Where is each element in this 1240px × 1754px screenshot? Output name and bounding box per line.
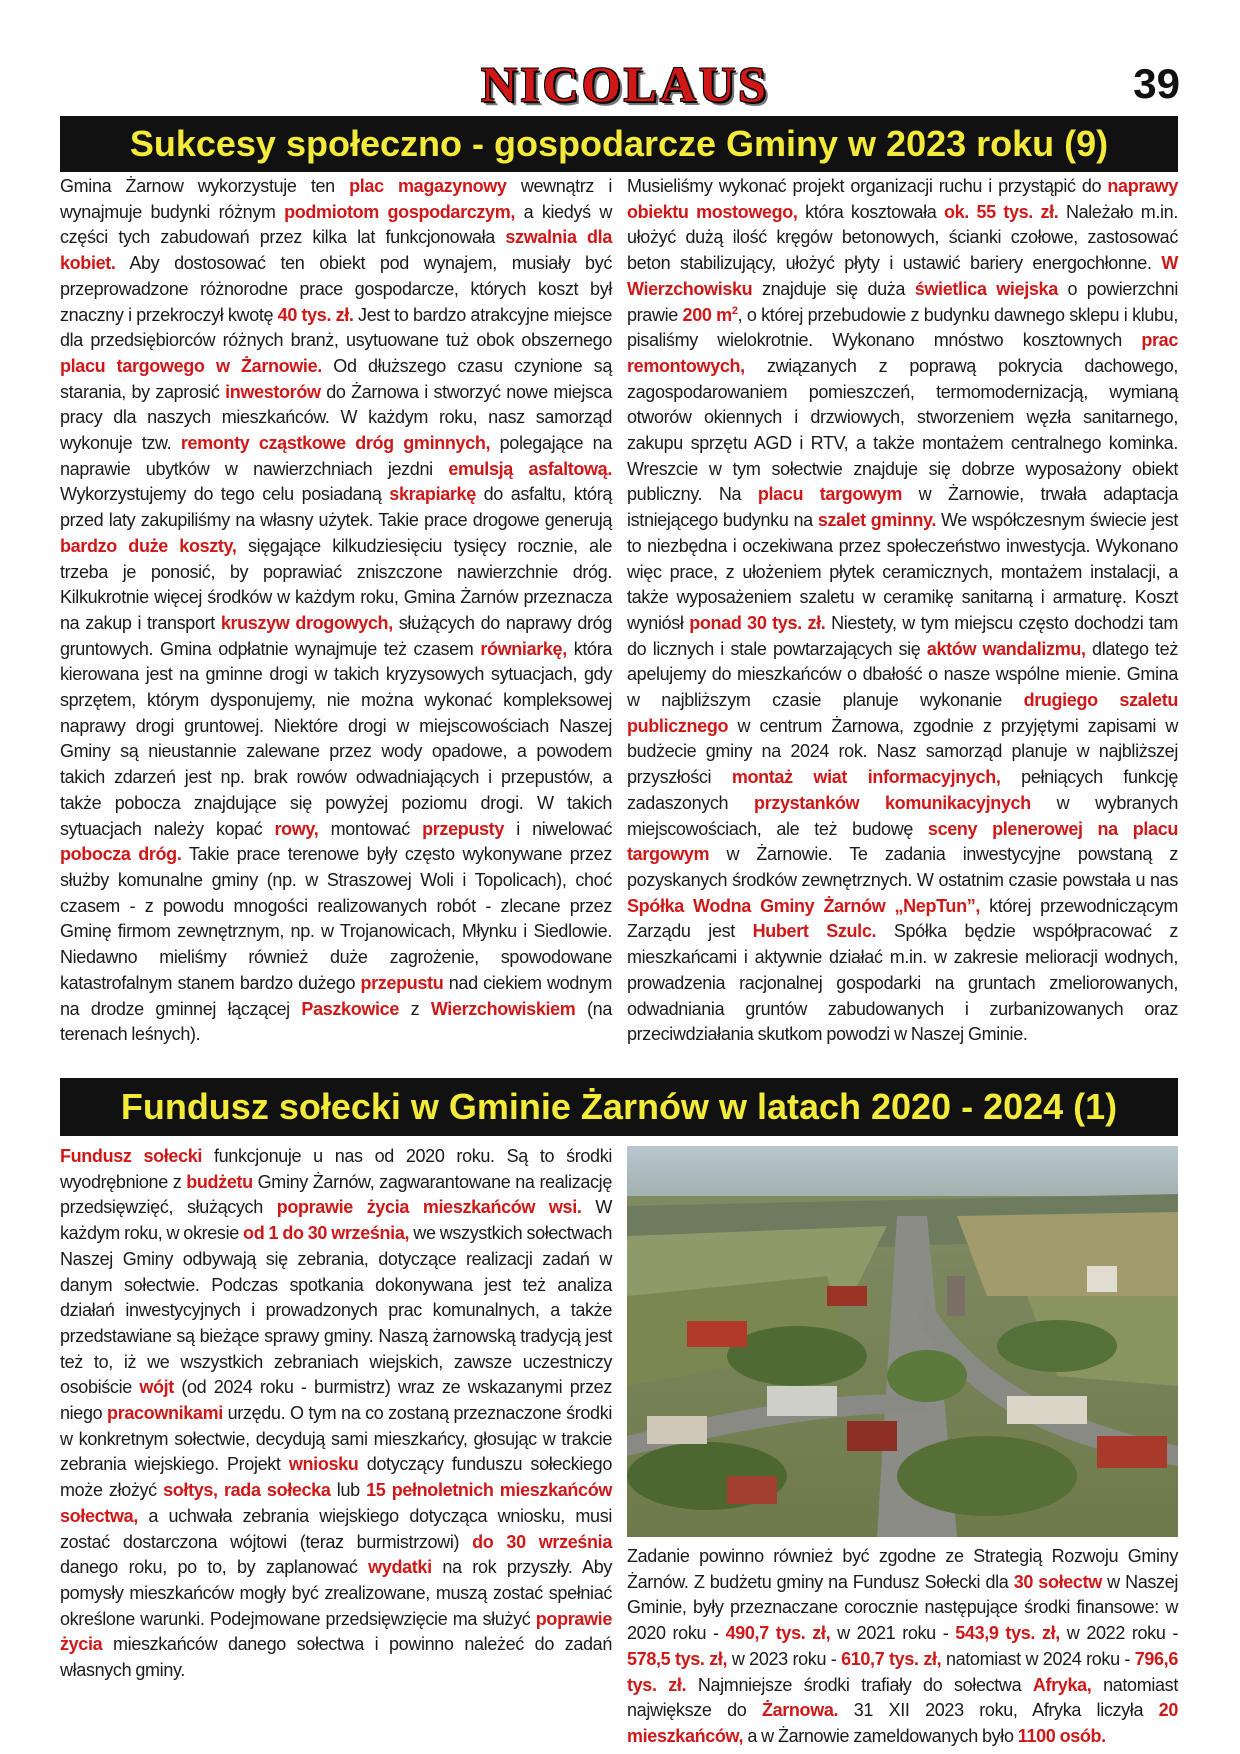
body-text: Aby dostosować ten obiekt pod wynajem, musiały być przeprowadzone różnorodne prace gospodarcze, których koszt był znaczny i przekroczył kwotę: [60, 253, 612, 325]
body-text: Gminy Żarnów, zagwarantowane na realizację przedsięwzięć, służących: [60, 1171, 612, 1218]
highlighted-text: remonty cząstkowe dróg gminnych,: [180, 433, 491, 454]
body-text: mieszkańców danego sołectwa i powinno należeć do zadań własnych gminy.: [60, 1634, 612, 1681]
highlighted-text: 40 tys. zł.: [277, 304, 354, 325]
body-text: montować: [318, 818, 423, 839]
section-title-bar: [60, 116, 1178, 172]
highlighted-text: rowy,: [274, 818, 319, 839]
body-text: a kiedyś w części tych zabudowań przez kilka lat funkcjonowała: [60, 201, 612, 248]
highlighted-text: 543,9 tys. zł,: [955, 1623, 1060, 1644]
highlighted-text: pracownikami: [107, 1403, 223, 1424]
body-text: natomiast największe do: [627, 1674, 1178, 1721]
highlighted-text: Paszkowice: [301, 998, 399, 1019]
body-text: W każdym roku, w okresie: [60, 1197, 612, 1244]
highlighted-text: 15 pełnoletnich mieszkańców sołectwa,: [60, 1480, 612, 1526]
highlighted-text: wójt: [139, 1377, 174, 1398]
highlighted-text: 610,7 tys. zł,: [841, 1648, 942, 1669]
highlighted-text: Żarnowa.: [761, 1700, 839, 1721]
aerial-village-photo-illustration: [627, 1146, 1178, 1537]
highlighted-text: świetlica wiejska: [914, 278, 1058, 299]
body-text: w 2021 roku -: [830, 1623, 956, 1644]
body-text: a uchwała zebrania wiejskiego dotycząca wniosku, musi zostać dostarczona wójtowi (teraz burmistrzowi): [60, 1505, 612, 1552]
body-text: w Naszej Gminie, były przeznaczane corocznie następujące środki finansowe: w 2020 roku -: [627, 1571, 1178, 1644]
highlighted-text: aktów wandalizmu,: [926, 638, 1086, 659]
section-title: Sukcesy społeczno - gospodarcze Gminy w 2023 roku (9): [129, 123, 1109, 164]
highlighted-text: 578,5 tys. zł,: [627, 1648, 728, 1669]
body-text: w Żarnowie. Te zadania inwestycyjne powstaną z pozyskanych środków zewnętrznych. W ostatnim czasie powstała u nas: [627, 844, 1178, 890]
highlighted-text: przepustu: [360, 972, 444, 993]
highlighted-text: 796,6 tys. zł.: [627, 1648, 1178, 1695]
highlighted-text: wniosku: [288, 1454, 359, 1475]
highlighted-text: 490,7 tys. zł,: [725, 1623, 831, 1644]
highlighted-text: szalet gminny.: [817, 510, 936, 531]
body-text: do Żarnowa i stworzyć nowe miejsca pracy dla naszych mieszkańców. W każdym roku, nasz samorząd wykonuje tzw.: [60, 381, 612, 454]
body-text: Musieliśmy wykonać projekt organizacji ruchu i przystąpić do: [627, 176, 1108, 196]
highlighted-text: ok. 55 tys. zł.: [944, 201, 1059, 222]
highlighted-text: bardzo duże koszty,: [60, 535, 237, 556]
highlighted-text: inwestorów: [225, 381, 321, 402]
body-text: Należało m.in. ułożyć dużą ilość kręgów betonowych, ścianki czołowe, zastosować beton stabilizujący, ułożyć płyty i ustawić bariery energochłonne.: [627, 201, 1178, 274]
body-text: nad ciekiem wodnym na drodze gminnej łączącej: [60, 972, 612, 1019]
highlighted-text: kruszyw drogowych,: [220, 612, 393, 633]
highlighted-text: placu targowym: [757, 484, 902, 505]
body-text: w 2022 roku -: [1059, 1623, 1179, 1644]
body-text: znajduje się duża: [752, 278, 915, 299]
article-column: [60, 174, 612, 1048]
highlighted-text: 1100 osób.: [1017, 1725, 1106, 1746]
article-column: [627, 1544, 1178, 1750]
section-title-bar: [60, 1078, 1178, 1136]
body-text: i niwelować: [504, 818, 613, 839]
body-text: danego roku, po to, by zaplanować: [60, 1557, 369, 1578]
highlighted-text: sołtys, rada sołecka: [163, 1480, 331, 1501]
masthead: [0, 56, 1240, 112]
highlighted-text: naprawy obiektu mostowego,: [627, 176, 1178, 222]
page-number: 39: [1133, 60, 1180, 107]
body-text: Takie prace terenowe były często wykonywane przez służby komunalne gminy (np. w Straszowej Woli i Topolicach), choć czasem - z powodu mnogości realizowanych robót - zlecane przez Gminę firmom zewnętrznym, np. w Trojanowicach, Młynku i Siedlowie. Niedawno mieliśmy również duże zagrożenie, spowodowane katastrofalnym stanem bardzo dużego: [60, 844, 612, 993]
highlighted-text: ponad 30 tys. zł.: [689, 612, 826, 633]
highlighted-text: Fundusz sołecki: [60, 1146, 203, 1166]
highlighted-text: drugiego szaletu publicznego: [627, 690, 1178, 736]
highlighted-text: skrapiarkę: [389, 484, 476, 505]
body-text: urzędu. O tym na co zostaną przeznaczone środki w konkretnym sołectwie, decydują sami mieszkańcy, głosując w trakcie zebrania wiejskiego. Projekt: [60, 1403, 613, 1475]
highlighted-text: poprawie życia mieszkańców wsi.: [276, 1197, 582, 1218]
body-text: do asfaltu, którą przed laty zakupiliśmy na własny użytek. Takie prace drogowe generują: [60, 484, 612, 531]
body-text: dotyczący funduszu sołeckiego może złożyć: [60, 1454, 612, 1501]
body-text: (na terenach leśnych).: [60, 998, 613, 1045]
body-text: pełniących funkcję zadaszonych: [627, 767, 1178, 813]
body-text: która kosztowała: [797, 201, 944, 222]
body-text: polegające na naprawie ubytków w nawierzchniach jezdni: [60, 433, 613, 479]
body-text: Gmina Żarnow wykorzystuje ten: [60, 176, 350, 196]
section-title: Fundusz sołecki w Gminie Żarnów w latach 2020 - 2024 (1): [120, 1086, 1118, 1127]
highlighted-text: do 30 września: [472, 1531, 612, 1552]
highlighted-text: sceny plenerowej na placu targowym: [627, 818, 1178, 865]
highlighted-text: montaż wiat informacyjnych,: [731, 767, 1001, 788]
body-text: o powierzchni prawie: [627, 278, 1178, 325]
body-text: Jest to bardzo atrakcyjne miejsce dla przedsiębiorców różnych branż, usytuowane tuż obok obszernego: [60, 304, 613, 351]
highlighted-text: plac magazynowy: [349, 176, 507, 196]
body-text: 31 XII 2023 roku, Afryka liczyła: [838, 1700, 1159, 1721]
highlighted-text: 20 mieszkańców,: [627, 1700, 1178, 1746]
highlighted-text: Hubert Szulc.: [752, 921, 877, 942]
highlighted-text: Afryka,: [1032, 1674, 1092, 1695]
highlighted-text: wydatki: [368, 1557, 432, 1578]
body-text: w centrum Żarnowa, zgodnie z przyjętymi zapisami w budżecie gminy na 2024 rok. Nasz samorząd planuje w najbliższej przyszłości: [627, 715, 1178, 788]
nicolaus-logo: NICOLAUS: [481, 56, 769, 112]
highlighted-text: przystanków komunikacyjnych: [754, 792, 1031, 813]
body-text: Najmniejsze środki trafiały do sołectwa: [686, 1674, 1033, 1695]
body-text: Niestety, w tym miejscu często dochodzi tam do licznych i stale powtarzających się: [627, 612, 1178, 659]
body-text: sięgające kilkudziesięciu tysięcy rocznie, ale trzeba je ponosić, by poprawiać zniszczone nawierzchnie dróg. Kilkukrotnie więcej środków w każdym roku, Gmina Żarnów przeznacza na zakup i transport: [60, 535, 612, 633]
body-text: w Żarnowie, trwała adaptacja istniejącego budynku na: [627, 484, 1178, 531]
body-text: z: [398, 998, 431, 1019]
highlighted-text: podmiotom gospodarczym,: [284, 201, 516, 222]
body-text: (od 2024 roku - burmistrz) wraz ze wskazanymi przez niego: [60, 1377, 612, 1424]
highlighted-text: równiarkę,: [480, 638, 567, 659]
highlighted-text: placu targowego w Żarnowie.: [60, 355, 322, 376]
body-text: a w Żarnowie zameldowanych było: [743, 1725, 1018, 1746]
body-text: Spółka będzie współpracować z mieszkańcami i aktywnie działać m.in. w zakresie melioracji wodnych, prowadzenia racjonalnej gospodarki na gruntach zmeliorowanych, odwadniania gruntów zabudowanych i zurbanizowanych oraz przeciwdziałania skutkom powodzi w Naszej Gminie.: [627, 921, 1179, 1045]
body-text: wewnątrz i wynajmuje budynki różnym: [60, 176, 612, 222]
article-column: [60, 1144, 612, 1684]
body-text: Zadanie powinno również być zgodne ze Strategią Rozwoju Gminy Żarnów. Z budżetu gminy na Fundusz Sołecki dla: [627, 1546, 1178, 1592]
body-text: związanych z poprawą pokrycia dachowego, zagospodarowaniem pomieszczeń, termomodernizacją, wymianą otworów okiennych i drzwiowych, stworzeniem węzła sanitarnego, zakupu sprzętu AGD i RTV, a także montażem centralnego kominka. Wreszcie w tym sołectwie znajduje się dobrze wyposażony obiekt publiczny. Na: [627, 355, 1178, 505]
body-text: we wszystkich sołectwach Naszej Gminy odbywają się zebrania, dotyczące realizacji zadań w danym sołectwie. Podczas spotkania dokonywana jest też analiza działań inwestycyjnych i prowadzonych prac komunalnych, a także przedstawiane są bieżące sprawy gminy. Naszą żarnowską tradycją jest też to, iż we wszystkich zebraniach wiejskich, zawsze uczestniczy osobiście: [60, 1223, 612, 1398]
body-text: natomiast w 2024 roku -: [941, 1648, 1135, 1669]
body-text: której przewodniczącym Zarządu jest: [627, 895, 1178, 942]
highlighted-text: Wierzchowiskiem: [430, 998, 576, 1019]
highlighted-text: prac remontowych,: [627, 330, 1178, 376]
superscript: 2: [731, 304, 738, 317]
highlighted-text: od 1 do 30 września,: [243, 1223, 410, 1244]
body-text: która kierowana jest na gminne drogi w takich kryzysowych sytuacjach, gdy sprzętem, którym dysponujemy, nie można wykonać kompleksowej naprawy drogi gruntowej. Niektóre drogi w miejscowościach Naszej Gminy są nieustannie zalewane przez wody opadowe, a powodem takich zdarzeń jest np. brak rowów odwadniających i przepustów, a także pobocza znajdujące się powyżej poziomu drogi. W takich sytuacjach należy kopać: [60, 638, 613, 839]
highlighted-text: szwalnia dla kobiet.: [60, 227, 612, 274]
body-text: w 2023 roku -: [727, 1648, 842, 1669]
highlighted-text: 30 sołectw: [1013, 1571, 1102, 1592]
body-text: w wybranych miejscowościach, ale też budowę: [627, 792, 1179, 839]
body-text: funkcjonuje u nas od 2020 roku. Są to środki wyodrębnione z: [60, 1146, 613, 1192]
body-text: Od dłuższego czasu czynione są starania, by zaprosić: [60, 355, 612, 402]
body-text: służących do naprawy dróg gruntowych. Gmina odpłatnie wynajmuje też czasem: [60, 612, 612, 659]
body-text: Wykorzystujemy do tego celu posiadaną: [60, 484, 390, 505]
highlighted-text: pobocza dróg.: [60, 844, 182, 865]
aerial-photo: [627, 1146, 1178, 1537]
body-text: lub: [330, 1480, 367, 1501]
highlighted-text: 200 m: [682, 304, 732, 325]
highlighted-text: przepusty: [422, 818, 504, 839]
highlighted-text: budżetu: [186, 1171, 253, 1192]
body-text: dlatego też apelujemy do mieszkańców o dbałość o nasze wspólne mienie. Gmina w najbliższym czasie planuje wykonanie: [627, 638, 1178, 711]
highlighted-text: W Wierzchowisku: [627, 253, 1178, 299]
body-text: , o której przebudowie z budynku dawnego sklepu i klubu, pisaliśmy wielokrotnie. Wykonano mnóstwo kosztownych: [627, 304, 1178, 351]
highlighted-text: Spółka Wodna Gminy Żarnów „NepTun”,: [627, 895, 981, 916]
article-column: [627, 174, 1178, 1048]
body-text: We współczesnym świecie jest to niezbędna i oczekiwana przez społeczeństwo inwestycja. Wykonano więc prace, z ułożeniem płytek ceramicznych, montażem instalacji, a także wyposażeniem szaletu w ceramikę sanitarną i armaturę. Koszt wyniósł: [627, 510, 1179, 633]
body-text: na rok przyszły. Aby pomysły mieszkańców mogły być zrealizowane, muszą zostać spełniać określone warunki. Podejmowane przedsięwzięcie ma służyć: [60, 1557, 613, 1629]
highlighted-text: poprawie życia: [60, 1608, 612, 1655]
highlighted-text: emulsją asfaltową.: [448, 458, 612, 479]
